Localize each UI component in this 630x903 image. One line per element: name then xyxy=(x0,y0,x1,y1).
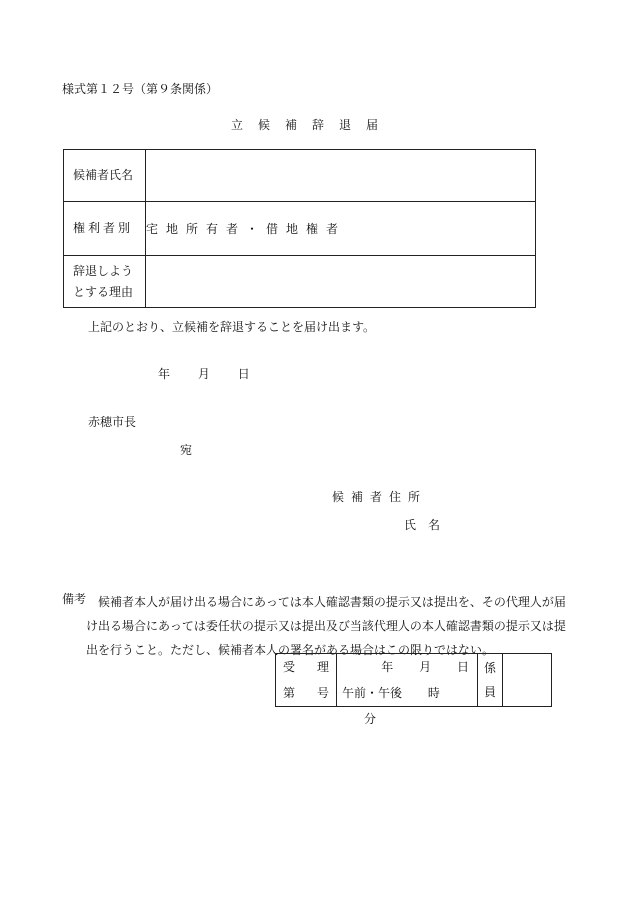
note-body: 候補者本人が届け出る場合にあっては本人確認書類の提示又は提出を、その代理人が届け出る場合にあっては委任状の提示又は提出及び当該代理人の本人確認書類の提示又は提出を行うこと。ただし、候補者本人の署名がある場合はこの限りではない。 xyxy=(86,595,566,657)
receipt-month: 月 xyxy=(419,660,432,674)
date-day: 日 xyxy=(237,367,250,381)
reason-label-line1: 辞退しよう xyxy=(73,263,134,278)
honorific: 宛 xyxy=(180,443,193,457)
table-row-rights-type xyxy=(64,202,536,256)
note-title: 備考 xyxy=(62,592,87,606)
receipt-day: 日 xyxy=(456,660,469,674)
rights-type-label: 権利者別 xyxy=(64,202,146,256)
application-table xyxy=(63,149,536,308)
date-line xyxy=(158,367,274,381)
declaration-statement: 上記のとおり、立候補を辞退することを届け出ます。 xyxy=(88,320,376,334)
receipt-table xyxy=(275,653,552,726)
reason-field[interactable] xyxy=(146,256,536,308)
receipt-minute: 分 xyxy=(364,712,377,726)
candidate-address-label: 候補者住所 xyxy=(332,490,428,504)
receipt-datetime-cell[interactable] xyxy=(337,654,478,726)
form-title: 立候補辞退届 xyxy=(231,118,394,132)
reason-label xyxy=(64,256,146,308)
candidate-name-field[interactable] xyxy=(146,150,536,202)
reason-label-line2: とする理由 xyxy=(73,284,134,299)
table-row-candidate-name xyxy=(64,150,536,202)
receipt-label-ju: 受 xyxy=(283,660,296,674)
receipt-staff-label xyxy=(478,654,503,707)
receipt-label-go: 号 xyxy=(316,686,329,700)
receipt-hour: 時 xyxy=(427,686,440,700)
addressee: 赤穂市長 xyxy=(88,415,137,429)
receipt-date xyxy=(337,654,477,680)
rights-type-options[interactable]: 宅地所有者・借地権者 xyxy=(146,202,536,256)
receipt-staff-line2: 員 xyxy=(483,685,496,699)
candidate-name-label: 候補者氏名 xyxy=(64,150,146,202)
receipt-year: 年 xyxy=(381,660,394,674)
receipt-time xyxy=(337,680,477,726)
receipt-staff-seal-box[interactable] xyxy=(503,654,552,707)
receipt-label-bottom xyxy=(276,680,336,706)
receipt-label-ri: 理 xyxy=(316,660,329,674)
date-year: 年 xyxy=(158,367,171,381)
receipt-row xyxy=(276,654,552,707)
form-number: 様式第１２号（第９条関係） xyxy=(62,82,219,96)
receipt-label-cell xyxy=(276,654,337,707)
receipt-label-top xyxy=(276,654,336,680)
candidate-name-signature-label: 氏名 xyxy=(404,518,453,532)
receipt-ampm: 午前・午後 xyxy=(342,686,403,700)
table-row-reason xyxy=(64,256,536,308)
date-month: 月 xyxy=(197,367,210,381)
receipt-staff-line1: 係 xyxy=(483,661,496,675)
receipt-label-dai: 第 xyxy=(283,686,296,700)
